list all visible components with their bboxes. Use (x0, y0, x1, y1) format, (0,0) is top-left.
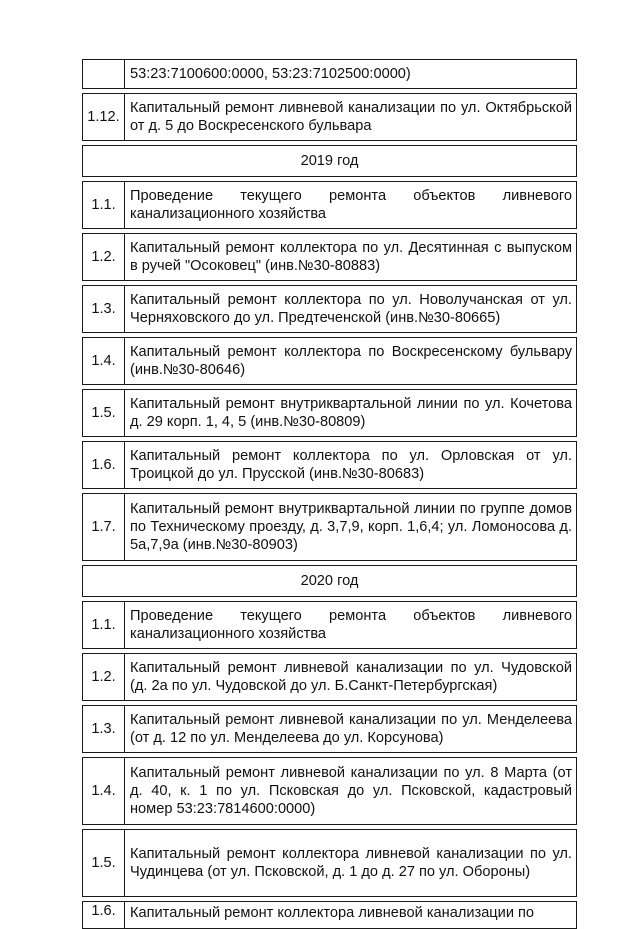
item-description: Капитальный ремонт коллектора ливневой канализации по ул. Чудинцева (от ул. Псковской, д. 1 до д. 27 по ул. Обороны) (125, 830, 577, 897)
item-description: Проведение текущего ремонта объектов ливневого канализационного хозяйства (125, 602, 577, 649)
table-row (83, 94, 577, 141)
table-row (83, 494, 577, 561)
table-row (83, 60, 577, 89)
year-header: 2019 год (83, 146, 577, 177)
item-number (83, 60, 125, 89)
item-description: Капитальный ремонт коллектора по ул. Орловская от ул. Троицкой до ул. Прусской (инв.№30-80683) (125, 442, 577, 489)
item-description: Капитальный ремонт ливневой канализации по ул. 8 Марта (от д. 40, к. 1 по ул. Псковская до ул. Псковской, кадастровый номер 53:23:7814600:0000) (125, 758, 577, 825)
table-row (83, 758, 577, 825)
table-row (83, 602, 577, 649)
item-number: 1.2. (83, 234, 125, 281)
work-plan-table (82, 59, 577, 929)
item-number: 1.5. (83, 390, 125, 437)
item-description: Проведение текущего ремонта объектов ливневого канализационного хозяйства (125, 182, 577, 229)
item-number: 1.2. (83, 654, 125, 701)
table-row (83, 654, 577, 701)
table-row (83, 830, 577, 897)
table-row (83, 234, 577, 281)
item-number: 1.4. (83, 338, 125, 385)
item-number: 1.12. (83, 94, 125, 141)
item-description: 53:23:7100600:0000, 53:23:7102500:0000) (125, 60, 577, 89)
item-number: 1.1. (83, 602, 125, 649)
item-number: 1.3. (83, 286, 125, 333)
item-number: 1.6. (83, 902, 125, 929)
year-header: 2020 год (83, 566, 577, 597)
item-description: Капитальный ремонт коллектора по ул. Десятинная с выпуском в ручей "Осоковец" (инв.№30-80883) (125, 234, 577, 281)
item-number: 1.7. (83, 494, 125, 561)
year-header-row (83, 146, 577, 177)
item-number: 1.1. (83, 182, 125, 229)
table-row (83, 182, 577, 229)
item-description: Капитальный ремонт коллектора по ул. Новолучанская от ул. Черняховского до ул. Предтеченской (инв.№30-80665) (125, 286, 577, 333)
item-description: Капитальный ремонт коллектора ливневой канализации по (125, 902, 577, 929)
table-row (83, 338, 577, 385)
item-description: Капитальный ремонт ливневой канализации по ул. Чудовской (д. 2а по ул. Чудовской до ул. Б.Санкт-Петербургская) (125, 654, 577, 701)
item-description: Капитальный ремонт ливневой канализации по ул. Менделеева (от д. 12 по ул. Менделеева до ул. Корсунова) (125, 706, 577, 753)
item-number: 1.3. (83, 706, 125, 753)
item-description: Капитальный ремонт ливневой канализации по ул. Октябрьской от д. 5 до Воскресенского бульвара (125, 94, 577, 141)
item-number: 1.4. (83, 758, 125, 825)
table-row (83, 902, 577, 929)
table-row (83, 286, 577, 333)
item-description: Капитальный ремонт внутриквартальной линии по ул. Кочетова д. 29 корп. 1, 4, 5 (инв.№30-80809) (125, 390, 577, 437)
table-row (83, 706, 577, 753)
item-description: Капитальный ремонт внутриквартальной линии по группе домов по Техническому проезду, д. 3,7,9, корп. 1,6,4; ул. Ломоносова д. 5а,7,9а (инв.№30-80903) (125, 494, 577, 561)
table-row (83, 442, 577, 489)
item-description: Капитальный ремонт коллектора по Воскресенскому бульвару (инв.№30-80646) (125, 338, 577, 385)
year-header-row (83, 566, 577, 597)
item-number: 1.5. (83, 830, 125, 897)
item-number: 1.6. (83, 442, 125, 489)
table-row (83, 390, 577, 437)
